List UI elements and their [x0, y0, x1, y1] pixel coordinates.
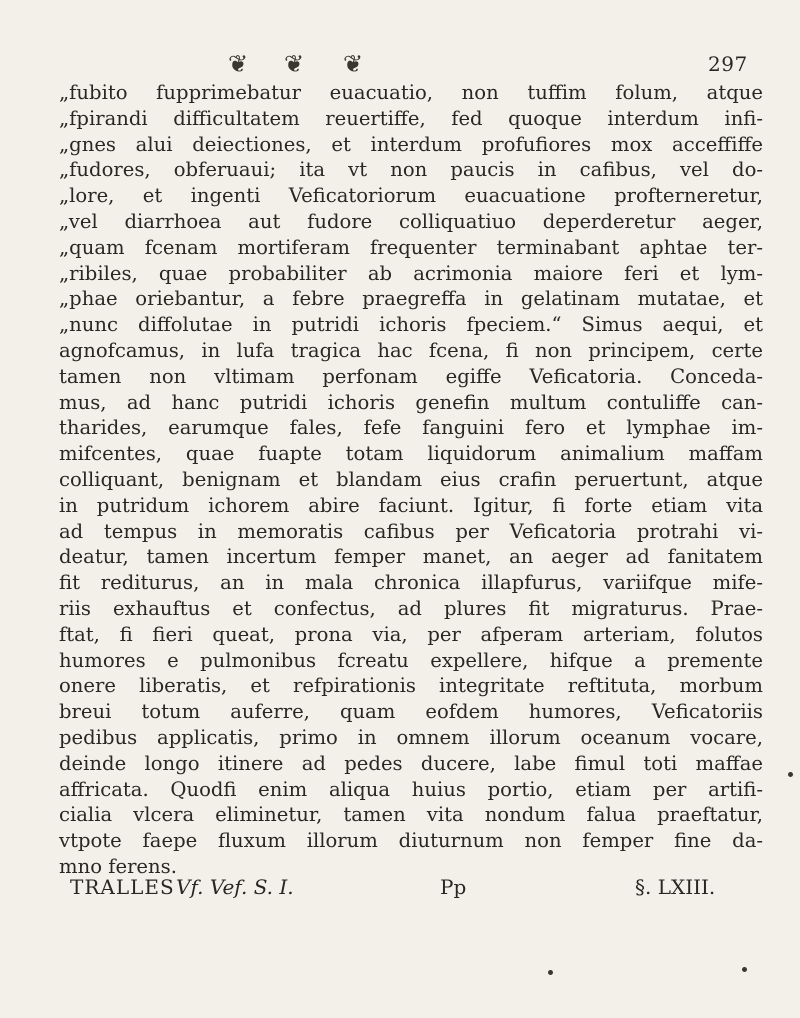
text-line: deatur, tamen incertum femper manet, an aeger ad fanitatem: [59, 545, 763, 569]
text-line: mifcentes, quae fuapte totam liquidorum animalium maffam: [59, 442, 763, 466]
text-line: „quam fcenam mortiferam frequenter terminabant aphtae ter-: [59, 235, 763, 259]
ink-speck: [742, 967, 747, 972]
text-line: „fubito fupprimebatur euacuatio, non tuffim folum, atque: [59, 81, 763, 104]
signature-mark: Pp: [440, 875, 467, 899]
text-line: „lore, et ingenti Veficatoriorum euacuatione profterneretur,: [59, 184, 763, 208]
page-footer: [60, 870, 760, 904]
text-line: onere liberatis, et refpirationis integritate reftituta, morbum: [59, 674, 763, 698]
text-line: ad tempus in memoratis cafibus per Veficatoria protrahi vi-: [59, 519, 763, 543]
text-line: agnofcamus, in lufa tragica hac fcena, fi non principem, certe: [59, 338, 763, 362]
text-line: „fpirandi difficultatem reuertiffe, fed quoque interdum infi-: [59, 106, 763, 130]
text-line: tharides, earumque fales, fefe fanguini fero et lymphae im-: [59, 416, 763, 440]
text-line: deinde longo itinere ad pedes ducere, labe fimul toti maffae: [59, 751, 763, 775]
text-line-last: mno ferens.: [59, 854, 177, 878]
text-line: „nunc diffolutae in putridi ichoris fpeciem.“ Simus aequi, et: [59, 313, 763, 337]
text-line: cialia vlcera eliminetur, tamen vita nondum falua praeftatur,: [59, 803, 763, 827]
text-line: „phae oriebantur, a febre praegreffa in gelatinam mutatae, et: [59, 287, 763, 311]
fleuron-ornament-right: ❦: [343, 50, 364, 78]
running-head: TRALLES: [70, 875, 175, 899]
page-header: [0, 46, 800, 82]
fleuron-ornament-left: ❦: [228, 50, 249, 78]
ink-speck: [548, 970, 553, 975]
page-number: 297: [708, 52, 748, 76]
text-line: „vel diarrhoea aut fudore colliquatiuo deperderetur aeger,: [59, 209, 763, 233]
text-line: „gnes alui deiectiones, et interdum profufiores mox acceffiffe: [59, 132, 763, 156]
text-line: „ribiles, quae probabiliter ab acrimonia maiore feri et lym-: [59, 261, 763, 285]
text-line: humores e pulmonibus fcreatu expellere, hifque a premente: [59, 648, 763, 672]
text-line: pedibus applicatis, primo in omnem illorum oceanum vocare,: [59, 725, 763, 749]
text-line: in putridum ichorem abire faciunt. Igitur, fi forte etiam vita: [59, 493, 763, 517]
text-line: colliquant, benignam et blandam eius crafin peruertunt, atque: [59, 467, 763, 491]
text-line: „fudores, obferuaui; ita vt non paucis in cafibus, vel do-: [59, 158, 763, 182]
text-line: riis exhauftus et confectus, ad plures fit migraturus. Prae-: [59, 596, 763, 620]
text-line: fit rediturus, an in mala chronica illapfurus, variifque mife-: [59, 571, 763, 595]
catchword: §. LXIII.: [635, 875, 716, 899]
fleuron-ornament-center: ❦: [284, 50, 305, 78]
text-line: vtpote faepe fluxum illorum diuturnum non femper fine da-: [59, 829, 763, 853]
text-line: tamen non vltimam perfonam egiffe Veficatoria. Conceda-: [59, 364, 763, 388]
ink-speck: [788, 772, 793, 777]
body-text: [59, 80, 763, 880]
text-line: ftat, fi fieri queat, prona via, per afperam arteriam, folutos: [59, 622, 763, 646]
text-line: affricata. Quodfi enim aliqua huius portio, etiam per artifi-: [59, 777, 763, 801]
text-line: mus, ad hanc putridi ichoris genefin multum contuliffe can-: [59, 390, 763, 414]
text-line: breui totum auferre, quam eofdem humores, Veficatoriis: [59, 700, 763, 724]
running-head-italic: Vf. Vef. S. I.: [176, 875, 294, 899]
